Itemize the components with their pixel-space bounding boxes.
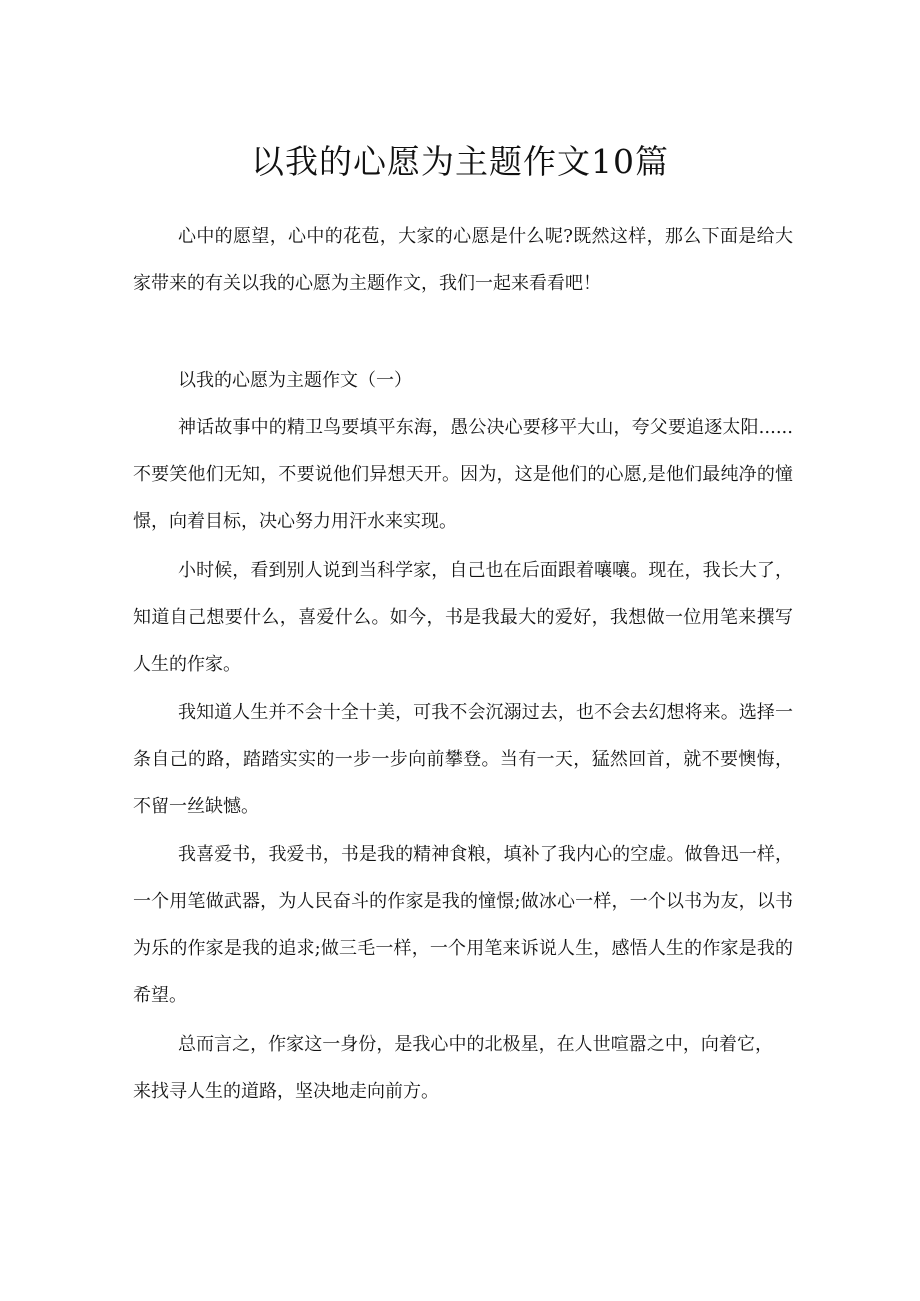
body-paragraph-2: 小时候，看到别人说到当科学家，自己也在后面跟着嚷嚷。现在，我长大了，知道自己想要什么，喜爱什么。如今，书是我最大的爱好，我想做一位用笔来撰写人生的作家。 — [133, 560, 793, 675]
body-paragraph-5: 总而言之，作家这一身份，是我心中的北极星，在人世喧嚣之中，向着它，来找寻人生的道路，坚决地走向前方。 — [133, 1034, 773, 1102]
section-heading: 以我的心愿为主题作文（一） — [178, 370, 412, 391]
body-paragraph-1: 神话故事中的精卫鸟要填平东海，愚公决心要移平大山，夸父要追逐太阳......不要笑他们无知，不要说他们异想天开。因为，这是他们的心愿,是他们最纯净的憧憬，向着目标，决心努力用汗水来实现。 — [133, 417, 793, 532]
body-paragraph-3: 我知道人生并不会十全十美，可我不会沉溺过去，也不会去幻想将来。选择一条自己的路，踏踏实实的一步一步向前攀登。当有一天，猛然回首，就不要懊悔，不留一丝缺憾。 — [133, 702, 793, 817]
document-title: 以我的心愿为主题作文10篇 — [251, 142, 669, 181]
body-paragraph-4: 我喜爱书，我爱书，书是我的精神食粮，填补了我内心的空虚。做鲁迅一样，一个用笔做武器，为人民奋斗的作家是我的憧憬;做冰心一样，一个以书为友，以书为乐的作家是我的追求;做三毛一样，一个用笔来诉说人生，感悟人生的作家是我的希望。 — [133, 844, 793, 1006]
intro-paragraph: 心中的愿望，心中的花苞，大家的心愿是什么呢?既然这样，那么下面是给大家带来的有关以我的心愿为主题作文，我们一起来看看吧！ — [133, 226, 793, 294]
